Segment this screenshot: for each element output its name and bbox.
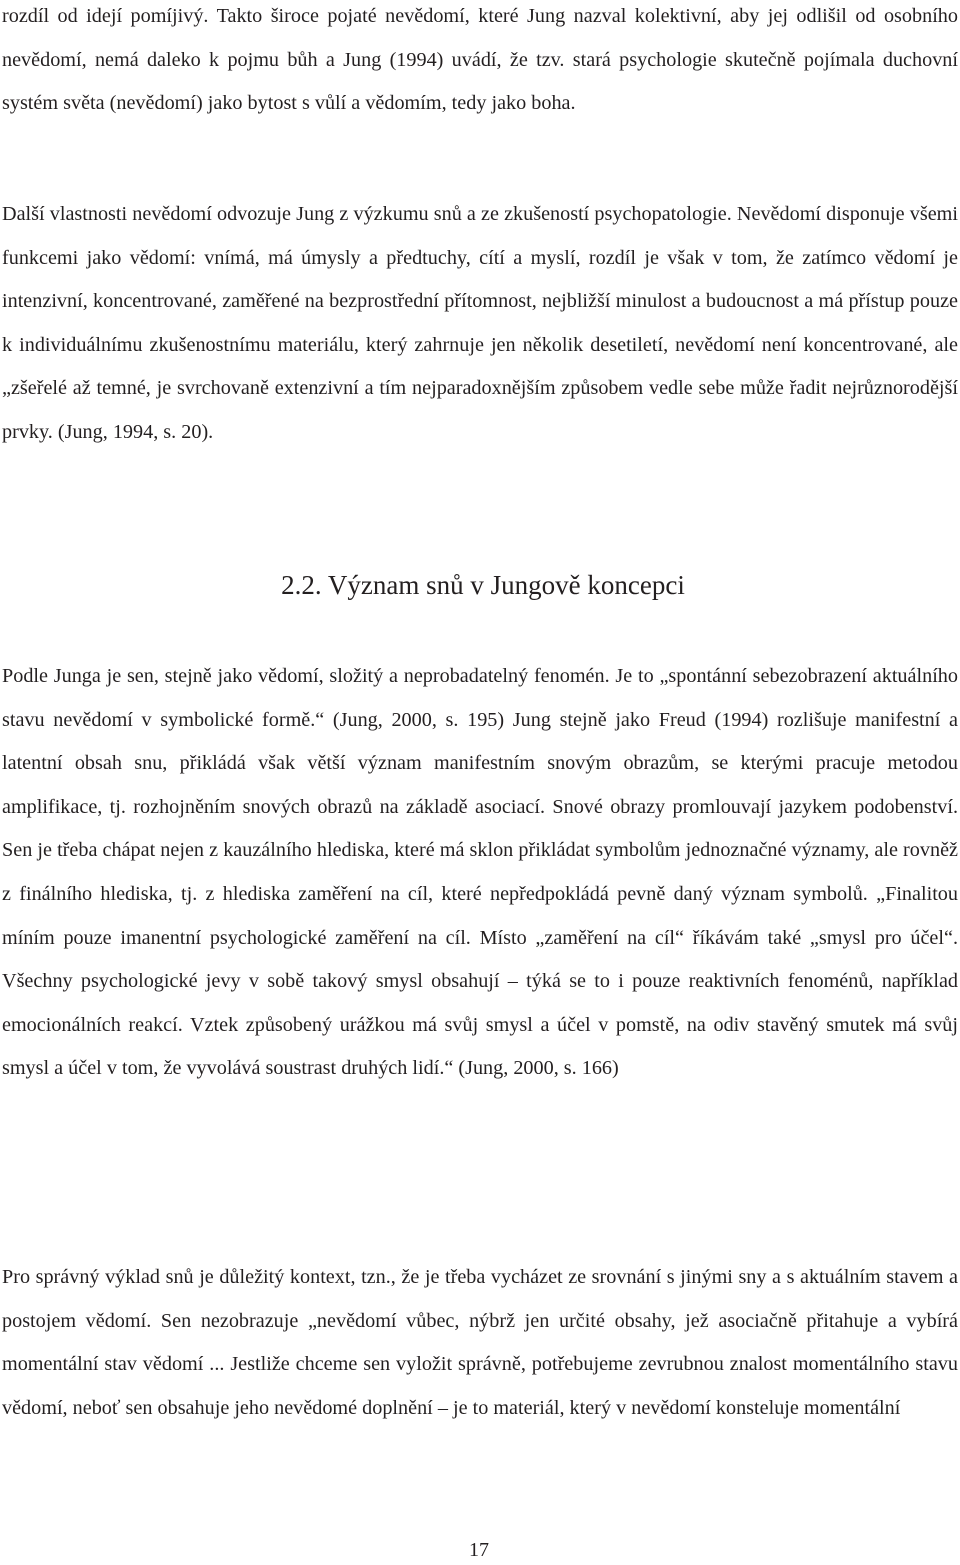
paragraph-unconscious-properties: Další vlastnosti nevědomí odvozuje Jung z výzkumu snů a ze zkušeností psychopatologie. Nevědomí disponuje všemi funkcemi jako vědomí: vnímá, má úmysly a předtuchy, cítí a myslí, rozdíl je však v tom, že zatímco vědomí je intenzivní, koncentrované, zaměřené na bezprostřední přítomnost, nejbližší minulost a budoucnost a má přístup pouze k individuálnímu zkušenostnímu materiálu, který zahrnuje jen několik desetiletí, nevědomí není koncentrované, ale „zšeřelé až temné, je svrchovaně extenzivní a tím nejparadoxnějším způsobem vedle sebe může řadit nejrůznorodější prvky. (Jung, 1994, s. 20). <box>2 203 958 443</box>
paragraph-collective-unconscious: rozdíl od idejí pomíjivý. Takto široce pojaté nevědomí, které Jung nazval kolektivní, aby jej odlišil od osobního nevědomí, nemá daleko k pojmu bůh a Jung (1994) uvádí, že tzv. stará psychologie skutečně pojímala duchovní systém světa (nevědomí) jako bytost s vůlí a vědomím, tedy jako boha. <box>2 5 958 115</box>
section-heading: 2.2. Význam snů v Jungově koncepci <box>281 570 685 600</box>
page-number: 17 <box>469 1539 489 1561</box>
paragraph-dream-meaning: Podle Junga je sen, stejně jako vědomí, složitý a neprobadatelný fenomén. Je to „spontánní sebezobrazení aktuálního stavu nevědomí v symbolické formě.“ (Jung, 2000, s. 195) Jung stejně jako Freud (1994) rozlišuje manifestní a latentní obsah snu, přikládá však větší význam manifestním snovým obrazům, se kterými pracuje metodou amplifikace, tj. rozhojněním snových obrazů na základě asociací. Snové obrazy promlouvají jazykem podobenství. Sen je třeba chápat nejen z kauzálního hlediska, které má sklon přikládat symbolům jednoznačné významy, ale rovněž z finálního hlediska, tj. z hlediska zaměření na cíl, které nepředpokládá pevně daný význam symbolů. „Finalitou míním pouze imanentní psychologické zaměření na cíl. Místo „zaměření na cíl“ říkávám také „smysl pro účel“. Všechny psychologické jevy v sobě takový smysl obsahují – týká se to i pouze reaktivních fenoménů, například emocionálních reakcí. Vztek způsobený urážkou má svůj smysl a účel v pomstě, na odiv stavěný smutek má svůj smysl a účel v tom, že vyvolává soustrast druhých lidí.“ (Jung, 2000, s. 166) <box>2 665 958 1080</box>
paragraph-dream-interpretation: Pro správný výklad snů je důležitý kontext, tzn., že je třeba vycházet ze srovnání s jinými sny a s aktuálním stavem a postojem vědomí. Sen nezobrazuje „nevědomí vůbec, nýbrž jen určité obsahy, jež asociačně přitahuje a vybírá momentální stav vědomí ... Jestliže chceme sen vyložit správně, potřebujeme zevrubnou znalost momentálního stavu vědomí, neboť sen obsahuje jeho nevědomé doplnění – je to materiál, který v nevědomí konsteluje momentální <box>2 1266 958 1419</box>
